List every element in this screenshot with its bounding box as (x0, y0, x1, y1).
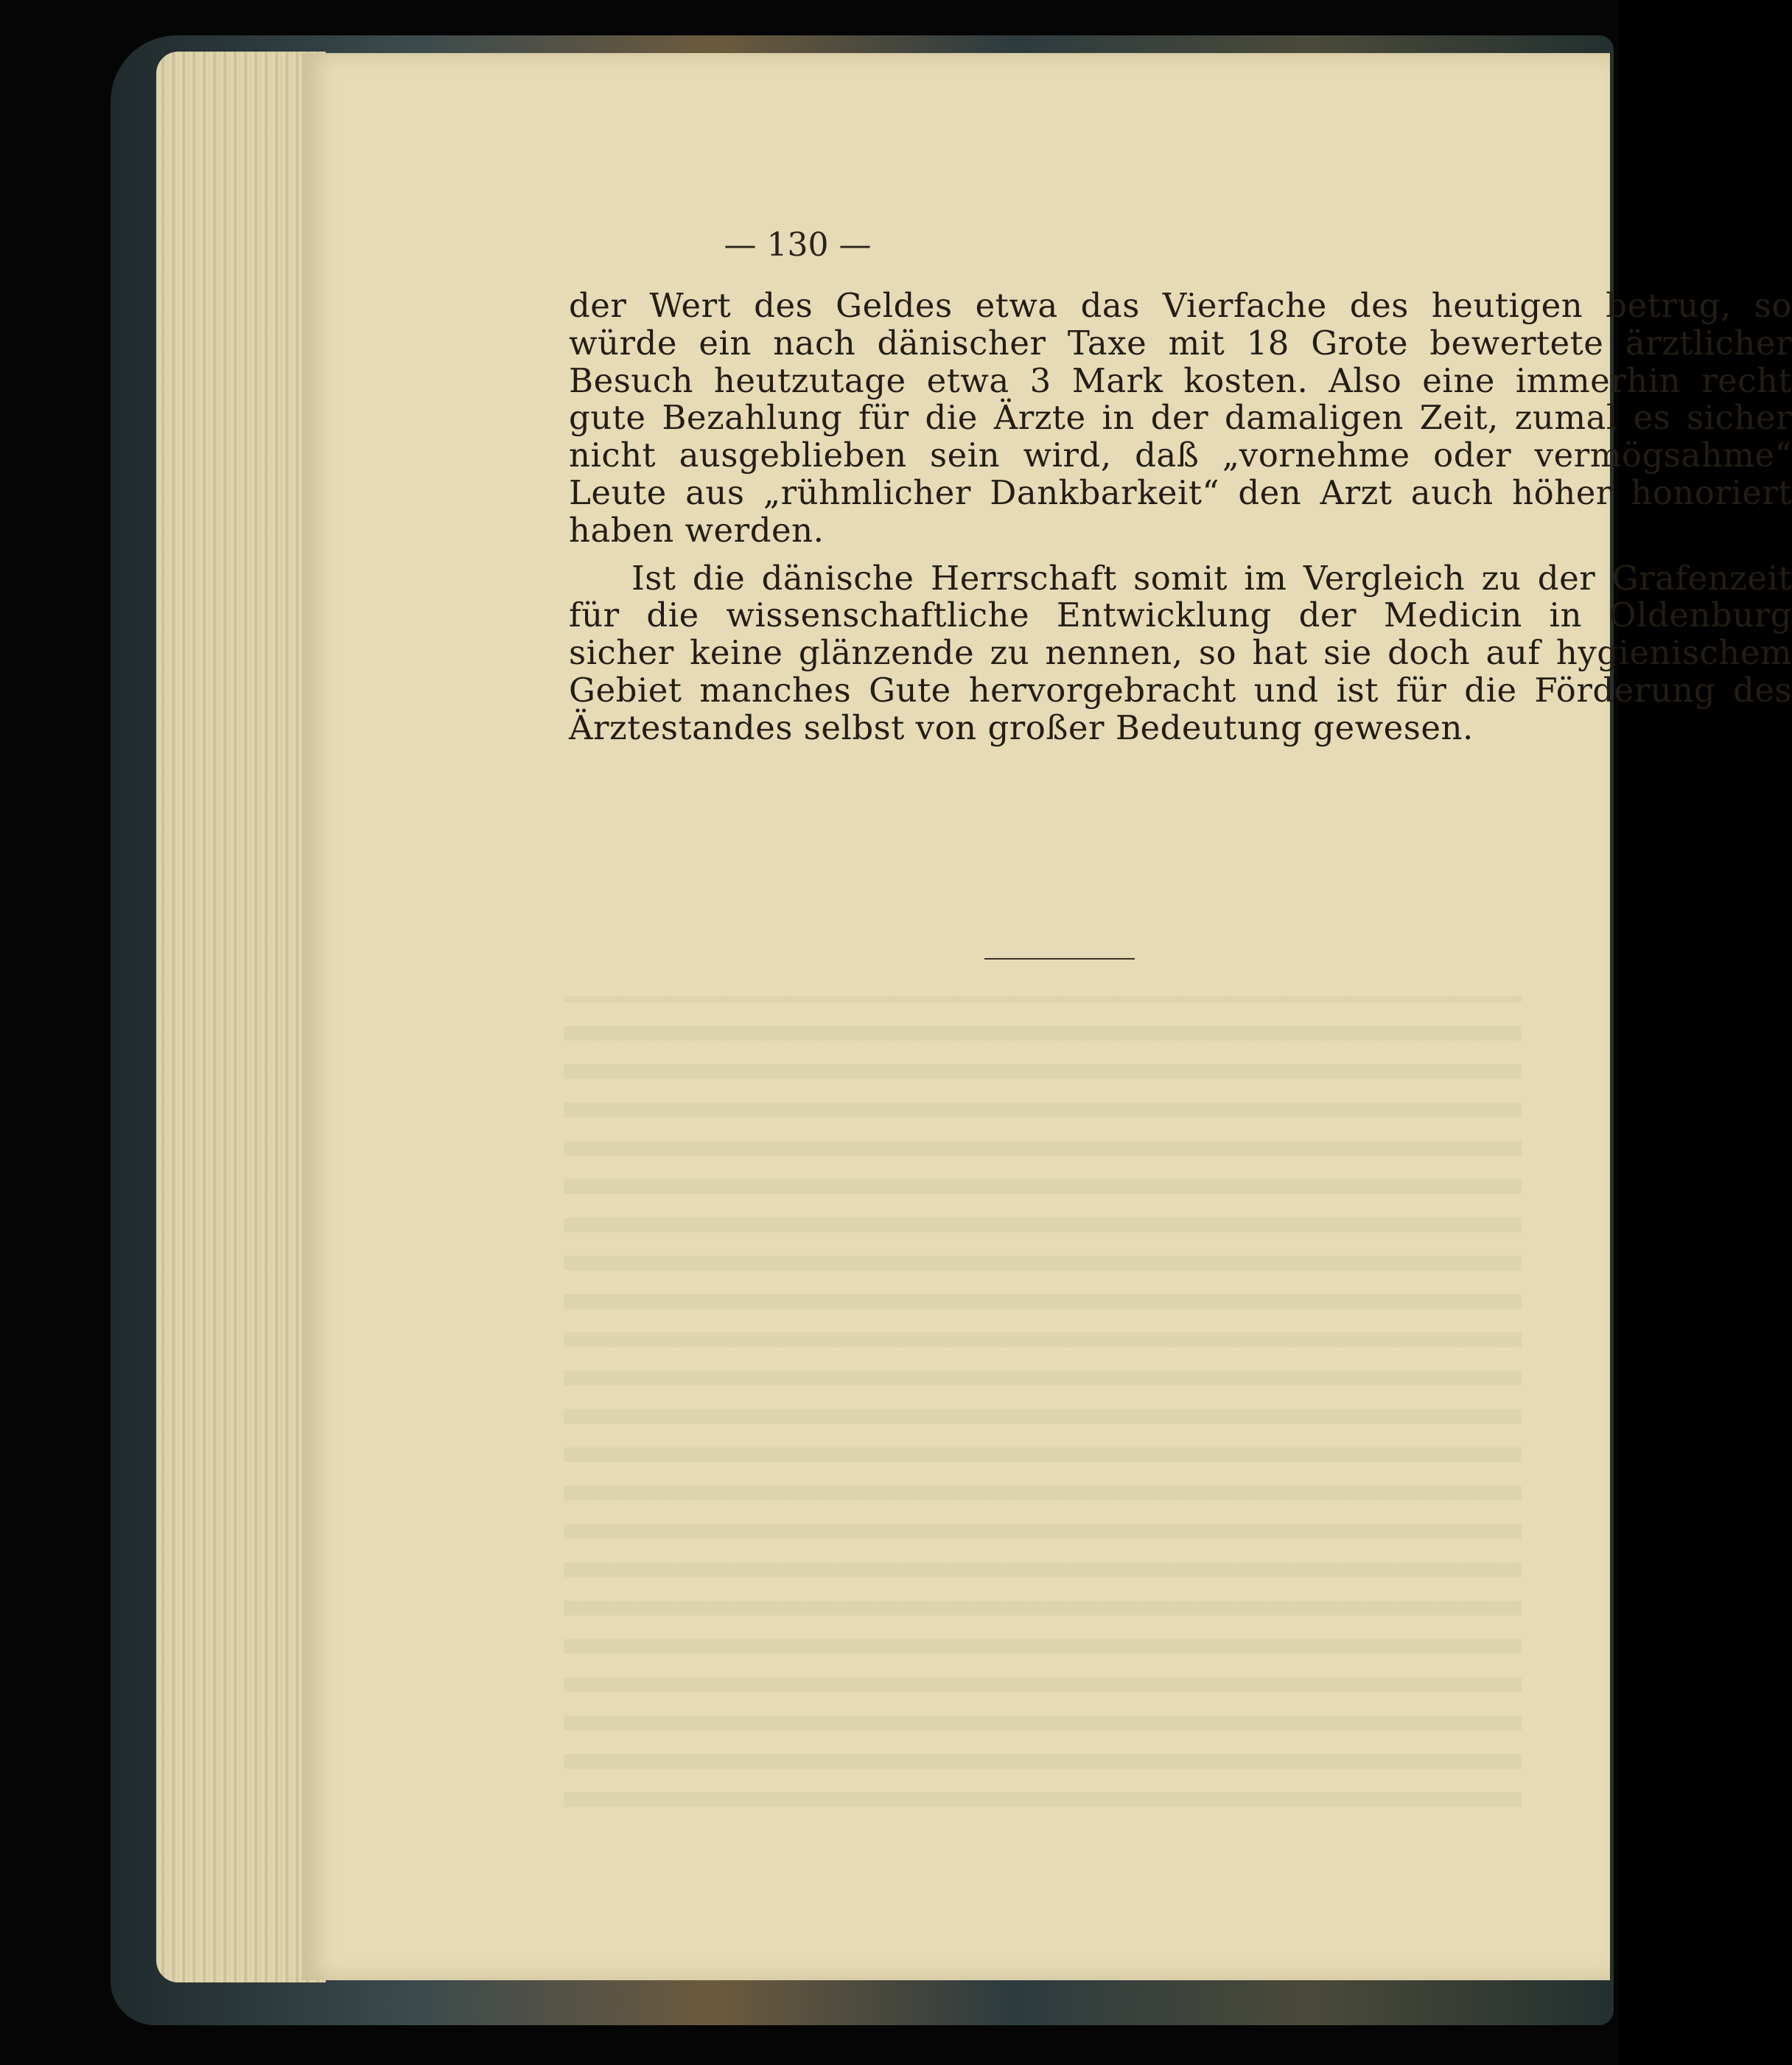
book-page (302, 53, 1792, 1980)
body-text (569, 287, 1792, 747)
page-number: — 130 — (724, 226, 872, 264)
page-edges (156, 52, 326, 1982)
bleed-through-text (564, 996, 1522, 1807)
paragraph-2: Ist die dänische Herrschaft somit im Vergleich zu der Grafenzeit für die wissenschaftliche Entwicklung der Medicin in Oldenburg sicher keine glänzende zu nennen, so hat sie doch auf hygienischem Gebiet manches Gute hervorgebracht und ist für die Förderung des Ärztestandes selbst von großer Bedeutung gewesen. (569, 558, 1792, 747)
paragraph-1: der Wert des Geldes etwa das Vierfache des heutigen betrug, so würde ein nach dänischer Taxe mit 18 Grote bewertete ärztlicher Besuch heutzutage etwa 3 Mark kosten. Also eine immerhin recht gute Bezahlung für die Ärzte in der damaligen Zeit, zumal es sicher nicht ausgeblieben sein wird, daß „vornehme oder vermögsahme“ Leute aus „rühmlicher Dankbarkeit“ den Arzt auch höher honoriert haben werden. (569, 286, 1792, 550)
section-divider (984, 958, 1135, 960)
